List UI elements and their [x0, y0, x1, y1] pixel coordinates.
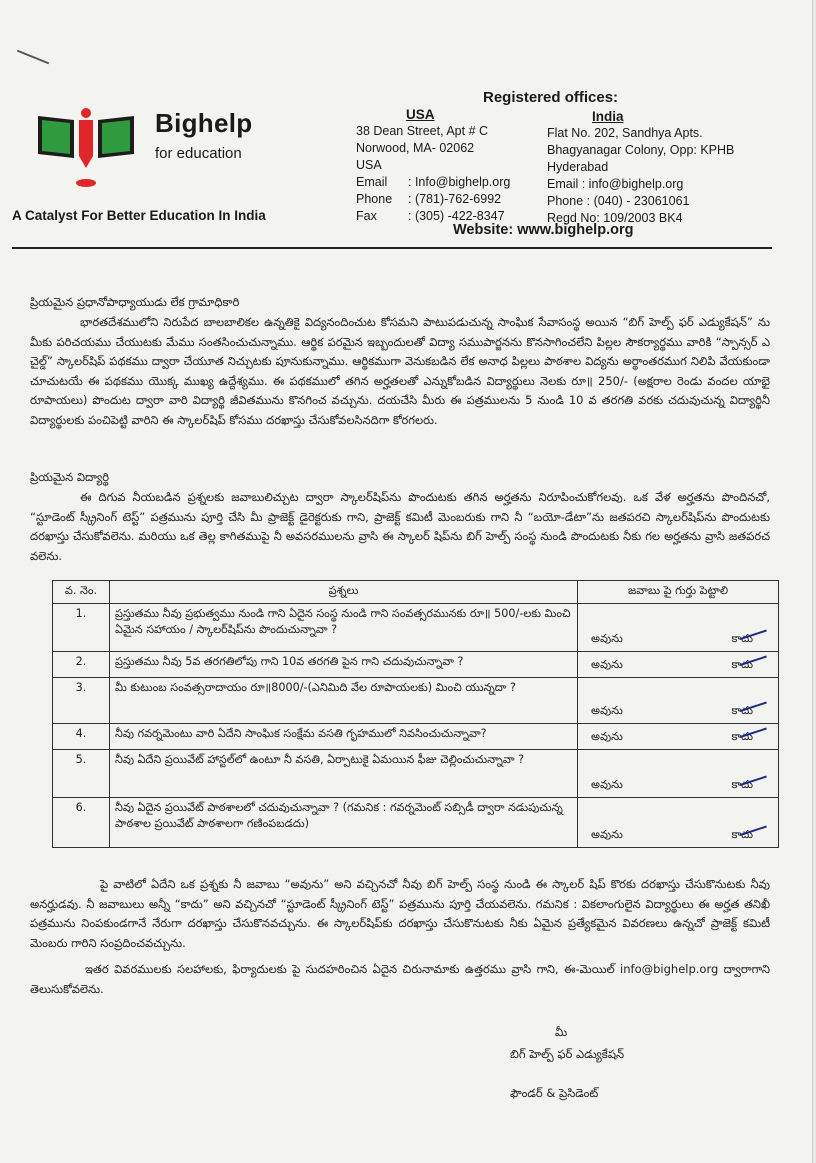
india-line3: Hyderabad	[547, 160, 609, 174]
no-option-checked[interactable]: కాదు	[732, 778, 753, 794]
row-number: 1.	[53, 604, 110, 652]
header-rule	[12, 247, 772, 249]
row-number: 5.	[53, 750, 110, 798]
row-question: నీవు గవర్నమెంటు వారి ఏదేని సాంఘిక సంక్షేమ వసతి గృహములో నివసించుచున్నావా?	[110, 724, 578, 750]
yes-option[interactable]: అవును	[591, 730, 623, 743]
row-question: నీవు ఏదైన ప్రయివేట్ పాఠశాలలో చదువుచున్నావా ? (గమనిక : గవర్నమెంట్ సబ్సిడీ ద్వారా నడుపుచున్న పాఠశాల ప్రయివేట్ పాఠశాలగా గణింపబడదు)	[110, 798, 578, 848]
table-row	[53, 798, 779, 848]
row-answer	[578, 652, 779, 678]
brand-subtitle: for education	[155, 145, 242, 162]
row-number: 4.	[53, 724, 110, 750]
col-header-question: ప్రశ్నలు	[110, 581, 578, 604]
no-option-checked[interactable]: కాదు	[732, 632, 753, 648]
yes-option[interactable]: అవును	[591, 632, 623, 645]
signature-yours: మీ	[555, 1025, 568, 1039]
row-question: నీవు ఏదేని ప్రయివేట్ హాస్టల్‌లో ఉంటూ నీ వసతి, ఏర్పాటుకై ఏమయిన ఫీజు చెల్లించుచున్నావా ?	[110, 750, 578, 798]
signature-org: బిగ్ హెల్ప్ ఫర్ ఎడ్యుకేషన్	[510, 1047, 625, 1061]
row-question: ప్రస్తుతము నీవు 5వ తరగతిలోపు గాని 10వ తరగతి పైన గాని చదువుచున్నావా ?	[110, 652, 578, 678]
india-regd: Regd No: 109/2003 BK4	[547, 211, 683, 225]
india-line2: Bhagyanagar Colony, Opp: KPHB	[547, 143, 735, 157]
bighelp-logo-icon	[36, 108, 136, 188]
no-option-checked[interactable]: కాదు	[732, 828, 753, 844]
intro-paragraph: భారతదేశములోని నిరుపేద బాలబాలికల ఉన్నతికై విద్యనందించుట కోసమని పాటుపడుచున్న సాంఘిక సేవాసంస్థ అయిన “బిగ్ హెల్ప్ ఫర్ ఎడ్యుకేషన్” ను మీకు పరిచయము చేయుటకు మేము సంతసించుచున్నాము. ఆర్థిక పరమైన ఇబ్బందులతో విద్యా సముపార్జనను కొనసాగించలేని పిల్లల సౌకర్యార్థము వారికి “స్పాన్సర్ ఎ చైల్డ్” స్కాలర్‌షిప్ పథకము ద్వారా చేయూత నిచ్చుటకు పూనుకున్నాము. ఆర్థికముగా వెనుకబడిన లేక అనాధ పిల్లలు పాఠశాల విద్యను అర్థాంతరముగ నిలిపి వేయకుండా చూచుటయే ఈ పథకము యొక్క ముఖ్య ఉద్దేశ్యము. ఈ పథకములో తగిన అర్హతలతో ఎన్నుకోబడిన విద్యార్థులు నెలకు రూ॥ 250/- (అక్షరాల రెండు వందల యాభై రూపాయలు) పొందుట ద్వారా వారి విద్యార్థి జీవితమును కొనగించ వచ్చును. దయచేసి మీరు ఈ పత్రములను 5 నుండి 10 వ తరగతి వరకు చదువుచున్న విద్యార్థినీ విద్యార్థులకు పంచిపెట్టి వారిని ఈ స్కాలర్‌షిప్ కోసము దరఖాస్తు చేసుకోవలసినదిగా కోరగలరు.	[30, 315, 770, 427]
india-phone: Phone : (040) - 23061061	[547, 194, 690, 208]
usa-line3: USA	[356, 158, 382, 172]
table-row	[53, 678, 779, 724]
row-number: 6.	[53, 798, 110, 848]
usa-address	[356, 106, 510, 225]
row-answer	[578, 604, 779, 652]
brand-name: Bighelp	[155, 108, 253, 138]
col-header-number: వ. నెం.	[53, 581, 110, 604]
india-email: Email : info@bighelp.org	[547, 177, 684, 191]
india-heading: India	[592, 109, 624, 124]
usa-line2: Norwood, MA- 02062	[356, 141, 475, 155]
row-answer	[578, 798, 779, 848]
table-row	[53, 750, 779, 798]
usa-phone: : (781)-762-6992	[408, 192, 502, 206]
usa-line1: 38 Dean Street, Apt # C	[356, 124, 489, 138]
scan-mark	[17, 50, 49, 65]
row-question: మీ కుటుంబ సంవత్సరాదాయం రూ॥8000/-(ఎనిమిది వేల రూపాయలకు) మించి యున్నదా ?	[110, 678, 578, 724]
no-option-checked[interactable]: కాదు	[732, 730, 753, 746]
usa-fax-label: Fax	[356, 209, 377, 223]
no-option-checked[interactable]: కాదు	[732, 658, 753, 674]
registered-offices-title: Registered offices:	[483, 89, 619, 106]
instructions-paragraph: ఈ దిగువ నీయబడిన ప్రశ్నలకు జవాబులిచ్చుట ద్వారా స్కాలర్‌షిప్‌ను పొందుటకు తగిన అర్హతను నిరూపించుకోగలవు. ఒక వేళ అర్హతను పొందినచో, “స్టూడెంట్ స్క్రీనింగ్ టెస్ట్” పత్రమును పూర్తి చేసి మీ ప్రాజెక్ట్ డైరెక్టరుకు గాని, ప్రాజెక్ట్ కమిటీ మెంబరుకు గాని నీ “బయో-డేటా”ను జతపరచి స్కాలర్‌షిప్‌ను పొందుటకు దరఖాస్తు చేసుకోవలెను. మరియు ఒక తెల్ల కాగితముపై నీ అవసరములను వ్రాసి ఈ స్కాలర్ షిప్‌ను బిగ్ హెల్ప్ సంస్థ నుండి పొందుటకు నీకు గల అర్హతను వ్రాసి జతపరచ వలెను.	[30, 490, 770, 563]
usa-heading: USA	[406, 107, 435, 122]
no-option-checked[interactable]: కాదు	[732, 704, 753, 720]
yes-option[interactable]: అవును	[591, 828, 623, 841]
tagline: A Catalyst For Better Education In India	[12, 208, 266, 223]
usa-email: : Info@bighelp.org	[408, 175, 511, 189]
table-row	[53, 652, 779, 678]
india-address	[547, 108, 734, 227]
signature-title: ఫౌండర్ & ప్రెసిడెంట్	[510, 1086, 599, 1100]
yes-option[interactable]: అవును	[591, 778, 623, 791]
india-line1: Flat No. 202, Sandhya Apts.	[547, 126, 703, 140]
row-question: ప్రస్తుతము నీవు ప్రభుత్వము నుండి గాని ఏదైన సంస్థ నుండి గాని సంవత్సరమునకు రూ॥ 500/-లకు మించి ఏమైన సహాయం / స్కాలర్‌షిప్‌ను పొందుచున్నావా ?	[110, 604, 578, 652]
notes-paragraph: పై వాటిలో ఏదేని ఒక ప్రశ్నకు నీ జవాబు “అవును” అని వచ్చినచో నీవు బిగ్ హెల్ప్ సంస్థ నుండి ఈ స్కాలర్ షిప్ కొరకు దరఖాస్తు చేసుకొనుటకు నీవు అనర్హుడవు. నీ జవాబులు అన్నీ “కాదు” అని వచ్చినచో “స్టూడెంట్ స్క్రీనింగ్ టెస్ట్” పత్రమును పూర్తి చేయవలెను. గమనిక : వికలాంగులైన విద్యార్థులు ఈ అర్హత తనిఖీ పత్రమును నింపకుండగానే నేరుగా దరఖాస్తు చేసుకొనవచ్చును. ఈ స్కాలర్‌షిప్‌కు దరఖాస్తు చేసుకొనుటకు నీకు ఏమైన ప్రత్యేకమైన వివరణలు ఉన్నచో ప్రాజెక్ట్ కమిటీ మెంబరు గారిని సంప్రదించవచ్చును.	[30, 877, 770, 950]
row-answer	[578, 750, 779, 798]
table-row	[53, 604, 779, 652]
table-header-row	[53, 581, 779, 604]
contact-paragraph: ఇతర వివరములకు సలహాలకు, ఫిర్యాదులకు పై సుదహరించిన ఏదైన చిరునామాకు ఉత్తరము వ్రాసి గాని, ఈ-మెయిల్ info@bighelp.org ద్వారాగాని తెలుసుకోవలెను.	[30, 962, 770, 996]
row-number: 2.	[53, 652, 110, 678]
usa-email-label: Email	[356, 175, 388, 189]
yes-option[interactable]: అవును	[591, 658, 623, 671]
usa-phone-label: Phone	[356, 192, 393, 206]
salutation-student: ప్రియమైన విద్యార్థి	[30, 470, 110, 484]
col-header-answer: జవాబు పై గుర్తు పెట్టాలి	[578, 581, 779, 604]
row-number: 3.	[53, 678, 110, 724]
eligibility-table	[52, 580, 779, 848]
table-row	[53, 724, 779, 750]
website: Website: www.bighelp.org	[453, 222, 634, 238]
usa-fax: : (305) -422-8347	[408, 209, 505, 223]
salutation-headmaster: ప్రియమైన ప్రధానోపాధ్యాయుడు లేక గ్రామాధికారి	[30, 295, 240, 309]
row-answer	[578, 724, 779, 750]
yes-option[interactable]: అవును	[591, 704, 623, 717]
row-answer	[578, 678, 779, 724]
